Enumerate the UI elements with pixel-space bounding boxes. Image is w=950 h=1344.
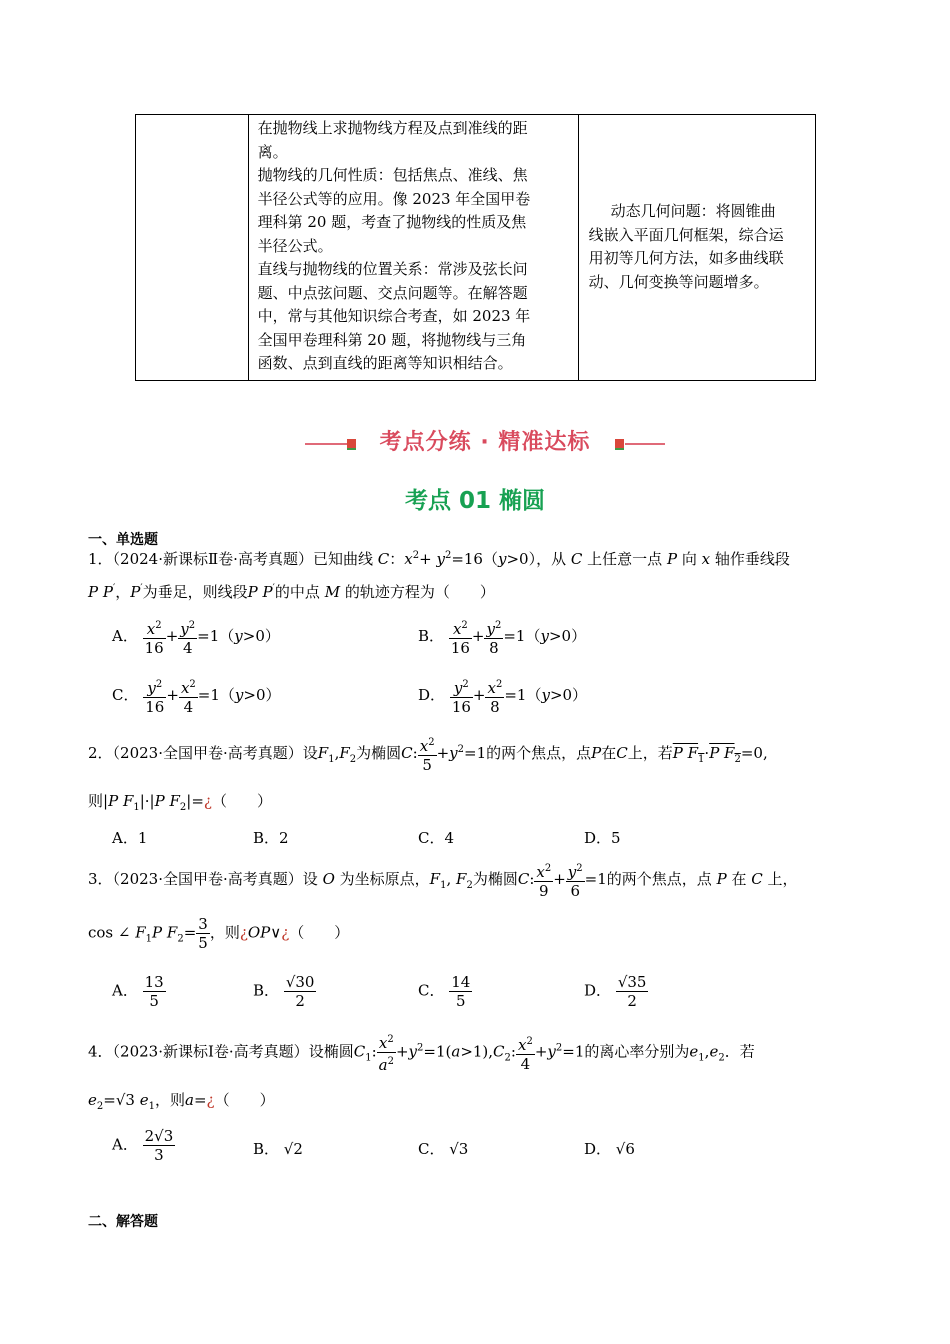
option-label: D． bbox=[584, 981, 612, 1000]
question-text: 上， bbox=[767, 870, 798, 888]
option-label: A． bbox=[112, 981, 138, 1000]
question-1-line-1: 1．（2024·新课标Ⅱ卷·高考真题）已知曲线 C：$x^2+ y^2=16(y>0)$，从 C 上任意一点 P 向 x 轴作垂线段 bbox=[88, 550, 790, 568]
option-label: C． bbox=[418, 1140, 445, 1158]
table-line: 动、几何变换等问题增多。 bbox=[588, 272, 769, 291]
question-text: 的轨迹方程为（ ） bbox=[344, 583, 495, 601]
table-line: 理科第 20 题，考查了抛物线的性质及焦 bbox=[257, 213, 527, 231]
question-text: ，则 bbox=[209, 923, 240, 942]
question-text: ，从 bbox=[536, 550, 567, 568]
table-line: 抛物线的几何性质：包括焦点、准线、焦 bbox=[257, 166, 528, 184]
option-label: B． bbox=[253, 981, 280, 1000]
section-title: 考点 01 椭圆 bbox=[404, 488, 546, 514]
question-text: 为垂足，则线段 bbox=[142, 583, 248, 601]
question-text: 的两个焦点，点 bbox=[606, 870, 712, 888]
table-line: 函数、点到直线的距离等知识相结合。 bbox=[257, 354, 513, 372]
question-4-line-2: $e_2=√3$ $e_1$，则a=¿（ ） bbox=[88, 1091, 275, 1112]
question-source: （2023·全国甲卷·高考真题） bbox=[112, 870, 303, 888]
option-label: A． bbox=[112, 627, 138, 645]
question-2-line-1: 2．（2023·全国甲卷·高考真题）设$F_1,F_2$为椭圆C: $\frac{x^2}{5}$ $+y^2=1$的两个焦点，点P在C上，若P $F_1\cdot P$ $F_2=0$, bbox=[88, 734, 768, 774]
question-text: 则 bbox=[88, 792, 104, 810]
table-line: 用初等几何方法，如多曲线联 bbox=[588, 249, 784, 268]
question-2-line-2: 则|P $F_1|\cdot|P$ $F_2|=¿$（ ） bbox=[88, 792, 272, 813]
question-text: ．若 bbox=[724, 1042, 755, 1061]
question-text: （ ） bbox=[211, 792, 272, 810]
question-3-line-1: 3．（2023·全国甲卷·高考真题）设 O 为坐标原点，$F_1$, $F_2$为椭圆C: $\frac{x^2}{9}$ + $\frac{y^2}{6}$ =1的两个焦点，点 P 在 C 上， bbox=[88, 860, 798, 900]
question-3-line-2: cos ∠ $F_1P$ $F_2=$ $\frac{3}{5}$ ，则¿OP∨¿（ ） bbox=[88, 915, 350, 952]
q3-option-a[interactable]: A． $\frac{13}{5}$ bbox=[112, 973, 164, 1010]
question-text: 轴作垂线段 bbox=[714, 550, 790, 568]
question-number: 1． bbox=[88, 550, 113, 568]
table-line: 直线与抛物线的位置关系：常涉及弦长问 bbox=[257, 260, 528, 278]
question-source: （2024·新课标Ⅱ卷·高考真题） bbox=[112, 550, 313, 568]
question-text: 在 bbox=[731, 870, 747, 888]
option-label: C． bbox=[418, 981, 445, 1000]
question-text: 的两个焦点，点 bbox=[486, 744, 592, 762]
q1-option-c[interactable]: C． $\frac{y^2}{16}$ + $\frac{x^2}{4}$ =1（y>0） bbox=[112, 676, 281, 716]
option-label: A． bbox=[112, 1135, 138, 1154]
option-label: D． bbox=[584, 1140, 612, 1158]
table-line: 中，常与其他知识综合考查，如 2023 年 bbox=[257, 307, 531, 325]
question-text: 设 bbox=[302, 744, 318, 762]
question-text: 已知曲线 bbox=[312, 550, 373, 568]
q4-option-d[interactable]: D． √6 bbox=[584, 1140, 635, 1158]
table-cell-trend bbox=[578, 115, 815, 381]
question-text: ，则 bbox=[154, 1091, 185, 1109]
question-text: 向 bbox=[681, 550, 697, 568]
q2-option-a[interactable]: A．1 bbox=[112, 829, 148, 847]
part-heading-answer: 二、解答题 bbox=[88, 1214, 158, 1230]
question-text: 为坐标原点， bbox=[339, 870, 430, 888]
question-text: 为椭圆 bbox=[472, 870, 518, 888]
section-banner bbox=[305, 425, 665, 459]
question-source: （2023·全国甲卷·高考真题） bbox=[112, 744, 303, 762]
q4-option-c[interactable]: C． √3 bbox=[418, 1140, 469, 1158]
question-1-line-2: P P′，P′为垂足，则线段P P′的中点 M 的轨迹方程为（ ） bbox=[88, 583, 495, 601]
q3-option-c[interactable]: C． $\frac{14}{5}$ bbox=[418, 973, 471, 1010]
table-cell-empty bbox=[136, 115, 249, 381]
question-text: 上任意一点 bbox=[587, 550, 663, 568]
question-text: 在 bbox=[601, 744, 617, 762]
question-text: （ ） bbox=[289, 923, 350, 942]
q1-option-d[interactable]: D． $\frac{y^2}{16}$ + $\frac{x^2}{8}$ =1（y>0） bbox=[418, 676, 587, 716]
option-label: B． bbox=[253, 1140, 280, 1158]
table-line: 线嵌入平面几何框架，综合运 bbox=[588, 225, 784, 244]
question-text: （ ） bbox=[214, 1091, 275, 1109]
question-4-line-1: 4．（2023·新课标Ⅰ卷·高考真题）设椭圆$C_1$: $\frac{x^2}{a^2}$ $+y^2=1(a>1),C_2$: $\frac{x^2}{4}$ $+y^2=1$的离心率分别为$e_1,e_2$．若 bbox=[88, 1031, 755, 1074]
table-line: 在抛物线上求抛物线方程及点到准线的距 bbox=[257, 119, 528, 137]
table-line: 半径公式。 bbox=[257, 236, 333, 255]
question-number: 4． bbox=[88, 1042, 113, 1061]
q1-option-a[interactable]: A． $\frac{x^2}{16}$ + $\frac{y^2}{4}$ =1（y>0） bbox=[112, 617, 280, 657]
question-number: 2． bbox=[88, 744, 113, 762]
question-text: 为椭圆 bbox=[356, 744, 402, 762]
q4-option-a[interactable]: A． $\frac{2√3}{3}$ bbox=[112, 1127, 174, 1164]
table-line: 动态几何问题：将圆锥曲 bbox=[610, 202, 776, 221]
exam-analysis-table bbox=[135, 114, 816, 381]
q2-option-c[interactable]: C．4 bbox=[418, 829, 455, 847]
question-text: 的中点 bbox=[274, 583, 320, 601]
table-line: 全国甲卷理科第 20 题，将抛物线与三角 bbox=[257, 330, 527, 349]
q2-option-b[interactable]: B．2 bbox=[253, 829, 289, 847]
q3-option-b[interactable]: B． $\frac{√30}{2}$ bbox=[253, 973, 315, 1010]
q3-option-d[interactable]: D． $\frac{√35}{2}$ bbox=[584, 973, 647, 1010]
table-line: 半径公式等的应用。像 2023 年全国甲卷 bbox=[257, 189, 531, 208]
option-label: B． bbox=[418, 627, 445, 645]
question-text: 的离心率分别为 bbox=[584, 1042, 690, 1061]
option-label: C． bbox=[112, 686, 139, 704]
banner-title: 考点分练 · 精准达标 bbox=[379, 430, 591, 455]
option-label: D． bbox=[418, 686, 446, 704]
q1-option-b[interactable]: B． $\frac{x^2}{16}$ + $\frac{y^2}{8}$ =1（y>0） bbox=[418, 617, 586, 657]
question-text: 设 bbox=[302, 870, 318, 888]
part-heading-single-choice: 一、单选题 bbox=[88, 532, 158, 548]
q4-option-b[interactable]: B． √2 bbox=[253, 1140, 303, 1158]
table-line: 离。 bbox=[257, 142, 288, 161]
table-cell-parabola bbox=[248, 115, 578, 381]
question-text: 设椭圆 bbox=[308, 1042, 354, 1061]
question-text: 上，若 bbox=[627, 744, 673, 762]
question-source: （2023·新课标Ⅰ卷·高考真题） bbox=[112, 1042, 309, 1061]
question-number: 3． bbox=[88, 870, 113, 888]
q2-option-d[interactable]: D．5 bbox=[584, 829, 621, 847]
table-line: 题、中点弦问题、交点问题等。在解答题 bbox=[257, 283, 528, 302]
